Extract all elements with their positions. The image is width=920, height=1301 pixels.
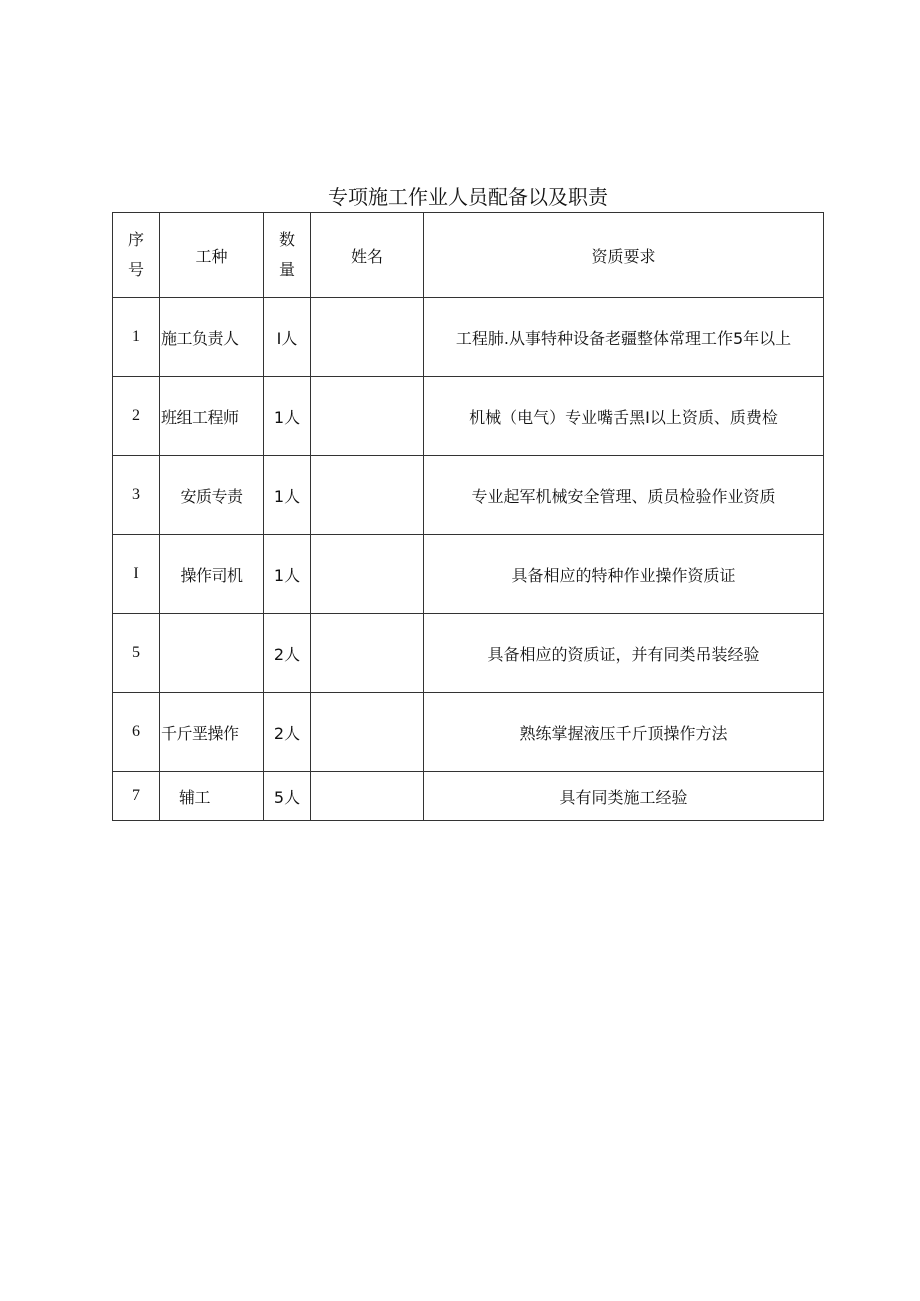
staffing-table bbox=[112, 212, 824, 821]
table-row bbox=[113, 377, 824, 456]
table-row bbox=[113, 693, 824, 772]
table-row bbox=[113, 772, 824, 821]
cell-no: 1 bbox=[113, 298, 160, 377]
cell-name bbox=[311, 377, 424, 456]
cell-req: 专业起军机械安全管理、质员检验作业资质 bbox=[424, 456, 824, 535]
cell-no: 5 bbox=[113, 614, 160, 693]
cell-name bbox=[311, 535, 424, 614]
table-row bbox=[113, 298, 824, 377]
cell-name bbox=[311, 298, 424, 377]
table-header-row bbox=[113, 213, 824, 298]
header-qty: 数量 bbox=[264, 213, 311, 298]
cell-qty: I人 bbox=[264, 298, 311, 377]
header-name: 姓名 bbox=[311, 213, 424, 298]
cell-type: 辅工 bbox=[160, 772, 264, 821]
header-type: 工种 bbox=[160, 213, 264, 298]
cell-type: 施工负责人 bbox=[160, 298, 264, 377]
table-row bbox=[113, 456, 824, 535]
cell-qty: 1人 bbox=[264, 456, 311, 535]
cell-type: 操作司机 bbox=[160, 535, 264, 614]
cell-name bbox=[311, 772, 424, 821]
cell-no: 7 bbox=[113, 772, 160, 821]
cell-qty: 5人 bbox=[264, 772, 311, 821]
cell-qty: 2人 bbox=[264, 614, 311, 693]
cell-no: 6 bbox=[113, 693, 160, 772]
cell-qty: 1人 bbox=[264, 535, 311, 614]
cell-qty: 2人 bbox=[264, 693, 311, 772]
cell-type bbox=[160, 614, 264, 693]
header-req: 资质要求 bbox=[424, 213, 824, 298]
document-title: 专项施工作业人员配备以及职责 bbox=[328, 185, 608, 209]
cell-no: I bbox=[113, 535, 160, 614]
table-row bbox=[113, 614, 824, 693]
header-no: 序号 bbox=[113, 213, 160, 298]
cell-req: 机械（电气）专业嘴舌黑I以上资质、质费检 bbox=[424, 377, 824, 456]
cell-type: 安质专责 bbox=[160, 456, 264, 535]
cell-name bbox=[311, 614, 424, 693]
cell-req: 熟练掌握液压千斤顶操作方法 bbox=[424, 693, 824, 772]
cell-req: 具有同类施工经验 bbox=[424, 772, 824, 821]
cell-type: 千斤垩操作 bbox=[160, 693, 264, 772]
cell-qty: 1人 bbox=[264, 377, 311, 456]
cell-type: 班组工程师 bbox=[160, 377, 264, 456]
table-row bbox=[113, 535, 824, 614]
cell-no: 3 bbox=[113, 456, 160, 535]
cell-no: 2 bbox=[113, 377, 160, 456]
cell-req: 具备相应的资质证，并有同类吊装经验 bbox=[424, 614, 824, 693]
cell-name bbox=[311, 693, 424, 772]
cell-name bbox=[311, 456, 424, 535]
cell-req: 具备相应的特种作业操作资质证 bbox=[424, 535, 824, 614]
cell-req: 工程肺.从事特种设备老疆整体常理工作5年以上 bbox=[424, 298, 824, 377]
